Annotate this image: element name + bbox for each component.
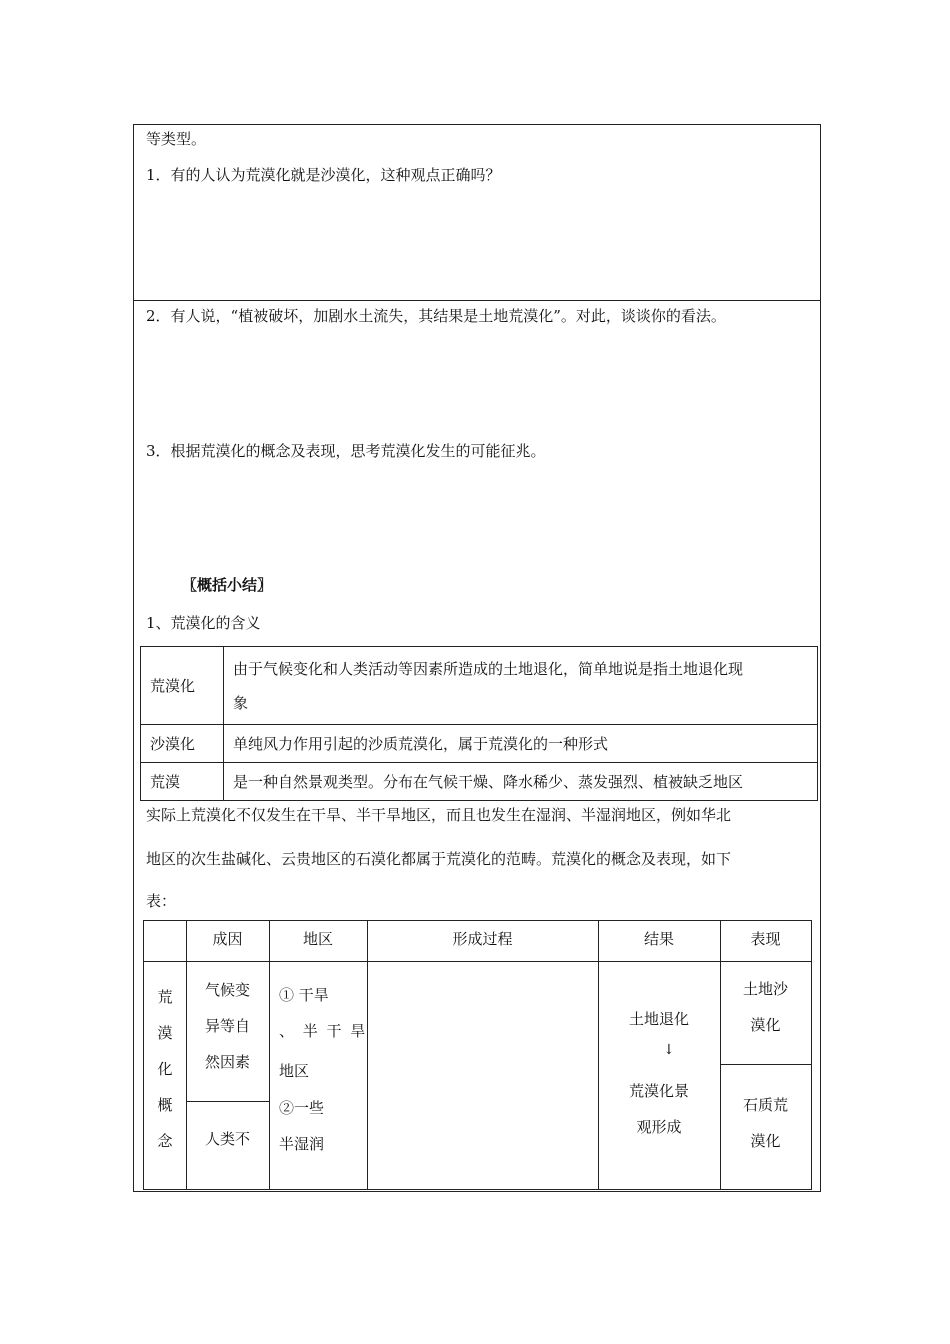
- region-line: ②一些: [279, 1099, 325, 1117]
- row-label-char: 概: [157, 1096, 173, 1114]
- header-cause: 成因: [212, 930, 243, 948]
- definition-table: [140, 646, 818, 801]
- header-process: 形成过程: [452, 930, 513, 948]
- desc-cell: 是一种自然景观类型。分布在气候干燥、降水稀少、蒸发强烈、植被缺乏地区: [224, 763, 818, 801]
- header-show: 表现: [750, 930, 781, 948]
- region-line: ① 干旱: [279, 986, 329, 1004]
- region-line: 、 半 干 旱: [279, 1022, 368, 1040]
- row-label-char: 念: [157, 1132, 173, 1150]
- show-line: 石质荒: [742, 1096, 788, 1114]
- summary-heading: 〖概括小结〗: [182, 576, 273, 594]
- down-arrow-icon: ↓: [663, 1042, 675, 1058]
- result-bottom: 荒漠化景: [628, 1082, 689, 1100]
- concept-table: [143, 920, 812, 1190]
- question-3: 3．根据荒漠化的概念及表现，思考荒漠化发生的可能征兆。: [146, 442, 546, 460]
- cause-line: 异等自: [204, 1017, 250, 1035]
- header-region: 地区: [302, 930, 333, 948]
- continuation-text: 等类型。: [146, 130, 207, 148]
- desc-cell: 单纯风力作用引起的沙质荒漠化，属于荒漠化的一种形式: [224, 725, 818, 763]
- result-bottom: 观形成: [636, 1118, 682, 1136]
- cause-line: 气候变: [204, 981, 250, 999]
- row-label-char: 漠: [157, 1024, 173, 1042]
- table-row: [141, 725, 818, 763]
- header-result: 结果: [643, 930, 674, 948]
- cause-line: 人类不: [204, 1130, 250, 1148]
- summary-subheading: 1、荒漠化的含义: [146, 614, 261, 632]
- row-label-char: 荒: [157, 988, 173, 1006]
- paragraph-line: 实际上荒漠化不仅发生在干旱、半干旱地区，而且也发生在湿润、半湿润地区，例如华北: [146, 806, 732, 824]
- desc-line: 象: [233, 693, 249, 712]
- question-2: 2．有人说，“植被破坏，加剧水土流失，其结果是土地荒漠化”。对此，谈谈你的看法。: [146, 307, 726, 325]
- term-cell: 荒漠化: [141, 647, 224, 725]
- paragraph-line: 地区的次生盐碱化、云贵地区的石漠化都属于荒漠化的范畴。荒漠化的概念及表现，如下: [146, 850, 732, 868]
- term-cell: 沙漠化: [141, 725, 224, 763]
- region-line: 半湿润: [279, 1135, 325, 1153]
- table-row: [141, 763, 818, 801]
- question-1: 1．有的人认为荒漠化就是沙漠化，这种观点正确吗？: [146, 166, 501, 184]
- table-row: [141, 647, 818, 725]
- divider-line: [133, 300, 821, 301]
- show-line: 漠化: [750, 1132, 781, 1150]
- row-label-char: 化: [157, 1060, 173, 1078]
- desc-line: 由于气候变化和人类活动等因素所造成的土地退化，简单地说是指土地退化现: [233, 659, 744, 678]
- show-line: 土地沙: [742, 980, 788, 998]
- paragraph-line: 表：: [146, 892, 177, 910]
- result-top: 土地退化: [628, 1010, 689, 1028]
- show-line: 漠化: [750, 1016, 781, 1034]
- region-line: 地区: [279, 1062, 310, 1080]
- cause-line: 然因素: [204, 1053, 250, 1071]
- term-cell: 荒漠: [141, 763, 224, 801]
- desc-cell: [224, 647, 818, 725]
